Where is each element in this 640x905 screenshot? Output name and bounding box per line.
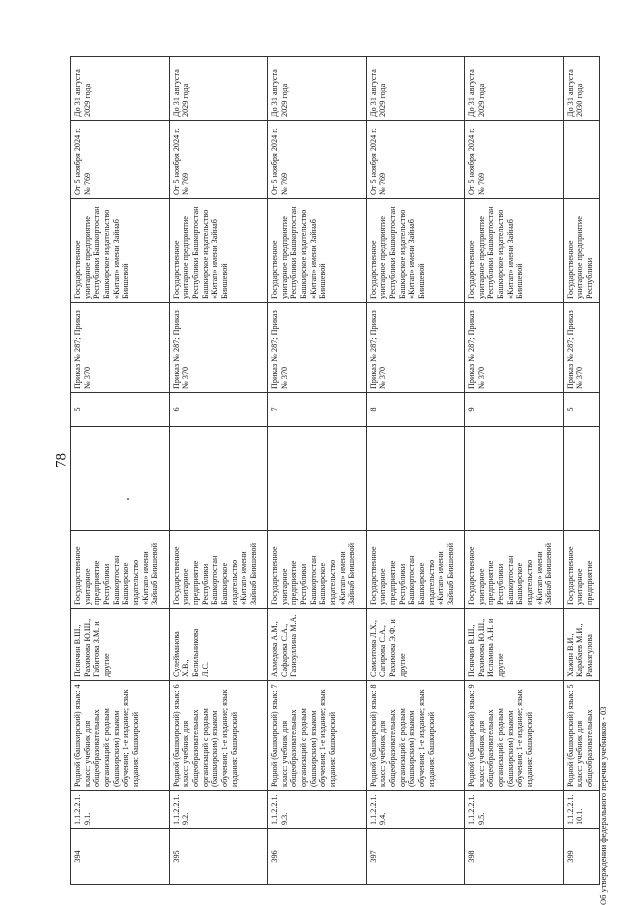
cell-orders: Приказ № 287; Приказ № 370 xyxy=(465,303,564,393)
cell-orders: Приказ № 287; Приказ № 370 xyxy=(563,303,599,393)
cell-from: От 5 ноября 2024 г. № 769 xyxy=(268,121,367,199)
textbook-list-table xyxy=(70,56,600,885)
cell-authors: Самситова Л.Х., Сагирова С.А., Рахимова Э.Ф. и другие xyxy=(366,609,465,681)
cell-pub2: Государственное унитарное предприятие Республики Башкортостан Башкирское издательство «Китап» имени Зайнаб Биишевой xyxy=(465,199,564,303)
cell-extra xyxy=(268,427,367,531)
cell-to: До 31 августа 2030 года xyxy=(563,57,599,121)
cell-orders: Приказ № 287; Приказ № 370 xyxy=(169,303,268,393)
cell-extra xyxy=(563,427,599,531)
cell-orders: Приказ № 287; Приказ № 370 xyxy=(71,303,170,393)
cell-to: До 31 августа 2029 года xyxy=(465,57,564,121)
cell-n: 395 xyxy=(169,829,268,885)
cell-title: Родной (башкирский) язык: 5 класс: учебник для общеобразовательных xyxy=(563,681,599,791)
cell-extra xyxy=(366,427,465,531)
table-row xyxy=(366,57,465,885)
cell-n: 399 xyxy=(563,829,599,885)
cell-grade: 8 xyxy=(366,393,465,427)
footer-note: Об утверждении федерального перечня учебников - 03 xyxy=(598,706,608,905)
cell-title: Родной (башкирский) язык: 4 класс: учебник для общеобразовательных организаций с родным (башкирским) языком обучения; 1-е издание; язык издания: башкирский xyxy=(71,681,170,791)
cell-extra xyxy=(169,427,268,531)
table-row xyxy=(465,57,564,885)
cell-grade: 9 xyxy=(465,393,564,427)
cell-publisher: Государственное унитарное предприятие xyxy=(563,531,599,609)
cell-extra xyxy=(465,427,564,531)
cell-title: Родной (башкирский) язык: 7 класс: учебник для общеобразовательных организаций с родным (башкирским) языком обучения; 1-е издание; язык издания: башкирский xyxy=(268,681,367,791)
cell-grade: 7 xyxy=(268,393,367,427)
cell-publisher: Государственное унитарное предприятие Республики Башкортостан Башкирское издательство «Китап» имени Зайнаб Биишевой xyxy=(465,531,564,609)
cell-orders: Приказ № 287; Приказ № 370 xyxy=(366,303,465,393)
table-row xyxy=(268,57,367,885)
cell-code: 1.1.2.2.1.10.1. xyxy=(563,791,599,829)
page-number: 78 xyxy=(53,453,70,468)
cell-code: 1.1.2.2.1.9.4. xyxy=(366,791,465,829)
cell-publisher: Государственное унитарное предприятие Республики Башкортостан Башкирское издательство «Китап» имени Зайнаб Биишевой xyxy=(169,531,268,609)
cell-n: 397 xyxy=(366,829,465,885)
cell-to: До 31 августа 2029 года xyxy=(268,57,367,121)
cell-grade: 6 xyxy=(169,393,268,427)
cell-from: От 5 ноября 2024 г. № 769 xyxy=(71,121,170,199)
cell-grade: 5 xyxy=(563,393,599,427)
rotated-table-container xyxy=(70,57,600,885)
cell-publisher: Государственное унитарное предприятие Республики Башкортостан Башкирское издательство «Китап» имени Зайнаб Биишевой xyxy=(71,531,170,609)
cell-pub2: Государственное унитарное предприятие Республики xyxy=(563,199,599,303)
cell-n: 398 xyxy=(465,829,564,885)
cell-authors: Сулейманова Х.В., Белильникова Л.С. xyxy=(169,609,268,681)
cell-authors: Псянчин В.Ш., Рахимова Ю.Ш., Исламова А.Н. и другие xyxy=(465,609,564,681)
cell-pub2: Государственное унитарное предприятие Республики Башкортостан Башкирское издательство «Китап» имени Зайнаб Биишевой xyxy=(366,199,465,303)
cell-pub2: Государственное унитарное предприятие Республики Башкортостан Башкирское издательство «Китап» имени Зайнаб Биишевой xyxy=(268,199,367,303)
table-row xyxy=(71,57,170,885)
cell-code: 1.1.2.2.1.9.3. xyxy=(268,791,367,829)
cell-to: До 31 августа 2029 года xyxy=(169,57,268,121)
cell-n: 394 xyxy=(71,829,170,885)
cell-pub2: Государственное унитарное предприятие Республики Башкортостан Башкирское издательство «Китап» имени Зайнаб Биишевой xyxy=(169,199,268,303)
cell-code: 1.1.2.2.1.9.1. xyxy=(71,791,170,829)
cell-title: Родной (башкирский) язык: 9 класс: учебник для общеобразовательных организаций с родным (башкирским) языком обучения; 1-е издание; язык издания: башкирский xyxy=(465,681,564,791)
cell-title: Родной (башкирский) язык: 6 класс: учебник для общеобразовательных организаций с родным (башкирским) языком обучения; 1-е издание; язык издания: башкирский xyxy=(169,681,268,791)
cell-from: От 5 ноября 2024 г. № 769 xyxy=(465,121,564,199)
cell-from xyxy=(563,121,599,199)
cell-authors: Псянчин В.Ш., Рахимова Ю.Ш., Габитова З.М. и другие xyxy=(71,609,170,681)
cell-code: 1.1.2.2.1.9.2. xyxy=(169,791,268,829)
cell-extra xyxy=(71,427,170,531)
table-row xyxy=(563,57,599,885)
cell-code: 1.1.2.2.1.9.5. xyxy=(465,791,564,829)
cell-from: От 5 ноября 2024 г. № 769 xyxy=(169,121,268,199)
cell-grade: 5 xyxy=(71,393,170,427)
cell-n: 396 xyxy=(268,829,367,885)
cell-publisher: Государственное унитарное предприятие Республики Башкортостан Башкирское издательство «Китап» имени Зайнаб Биишевой xyxy=(268,531,367,609)
cell-title: Родной (башкирский) язык: 8 класс: учебник для общеобразовательных организаций с родным (башкирским) языком обучения; 1-е издание; язык издания: башкирский xyxy=(366,681,465,791)
cell-authors: Ахмедова А.М., Сафарова С.А., Газизуллина М.А. xyxy=(268,609,367,681)
table-row xyxy=(169,57,268,885)
cell-to: До 31 августа 2029 года xyxy=(71,57,170,121)
cell-orders: Приказ № 287; Приказ № 370 xyxy=(268,303,367,393)
cell-from: От 5 ноября 2024 г. № 769 xyxy=(366,121,465,199)
cell-pub2: Государственное унитарное предприятие Республики Башкортостан Башкирское издательство «Китап» имени Зайнаб Биишевой xyxy=(71,199,170,303)
cell-authors: Хажин В.И., Карабаев М.И., Рамазгулова xyxy=(563,609,599,681)
cell-to: До 31 августа 2029 года xyxy=(366,57,465,121)
cell-publisher: Государственное унитарное предприятие Республики Башкортостан Башкирское издательство «Китап» имени Зайнаб Биишевой xyxy=(366,531,465,609)
